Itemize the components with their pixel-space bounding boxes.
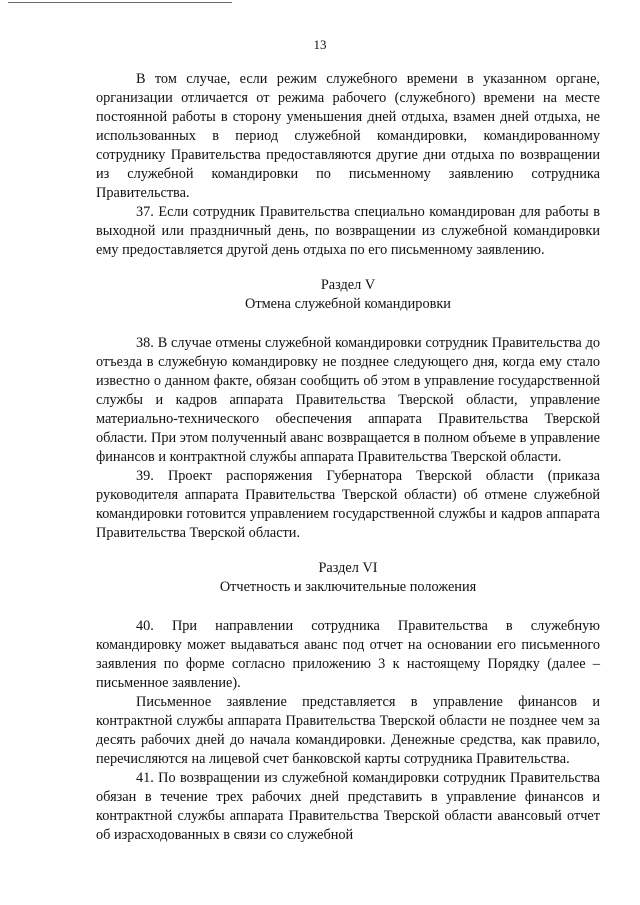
paragraph-37: 37. Если сотрудник Правительства специально командирован для работы в выходной или праздничный день, по возвращении из служебной командировки ему предоставляется другой день отдыха по его письменному заявлению.: [96, 204, 600, 258]
paragraph-38: 38. В случае отмены служебной командировки сотрудник Правительства до отъезда в служебную командировку не позднее следующего дня, когда ему стало известно о данном факте, обязан сообщить об этом в управление государственной службы и кадров аппарата Правительства Тверской области, управление материально-технического обеспечения аппарата Правительства Тверской области. При этом полученный аванс возвращается в полном объеме в управление финансов и контрактной службы аппарата Правительства Тверской области.: [96, 335, 600, 465]
paragraph-41: 41. По возвращении из служебной командировки сотрудник Правительства обязан в течение трех рабочих дней представить в управление финансов и контрактной службы аппарата Правительства Тверской области авансовый отчет об израсходованных в связи со служебной: [96, 770, 600, 843]
paragraph-39: 39. Проект распоряжения Губернатора Тверской области (приказа руководителя аппарата Правительства Тверской области) об отмене служебной командировки готовится управлением государственной службы и кадров аппарата Правительства Тверской области.: [96, 468, 600, 541]
document-body: [96, 70, 600, 845]
section-5-label: Раздел V: [320, 277, 376, 293]
paragraph-40-continued: Письменное заявление представляется в управление финансов и контрактной службы аппарата Правительства Тверской области не позднее чем за десять рабочих дней до начала командировки. Денежные средства, как правило, перечисляются на лицевой счет банковской карты сотрудника Правительства.: [96, 694, 600, 767]
section-5-title: Отмена служебной командировки: [245, 296, 451, 312]
section-6-label: Раздел VI: [318, 560, 378, 576]
top-rule: [8, 2, 232, 3]
page-number: 13: [313, 37, 327, 52]
intro-paragraph: В том случае, если режим служебного времени в указанном органе, организации отличается от режима рабочего (служебного) времени на месте постоянной работы в сторону уменьшения дней отдыха, взамен дней отдыха, не использованных в период служебной командировки, командированному сотруднику Правительства предоставляются другие дни отдыха по возвращении из служебной командировки по письменному заявлению сотрудника Правительства.: [96, 71, 600, 201]
section-6-title: Отчетность и заключительные положения: [219, 579, 477, 595]
paragraph-40: 40. При направлении сотрудника Правительства в служебную командировку может выдаваться аванс под отчет на основании его письменного заявления по форме согласно приложению 3 к настоящему Порядку (далее – письменное заявление).: [96, 618, 600, 691]
